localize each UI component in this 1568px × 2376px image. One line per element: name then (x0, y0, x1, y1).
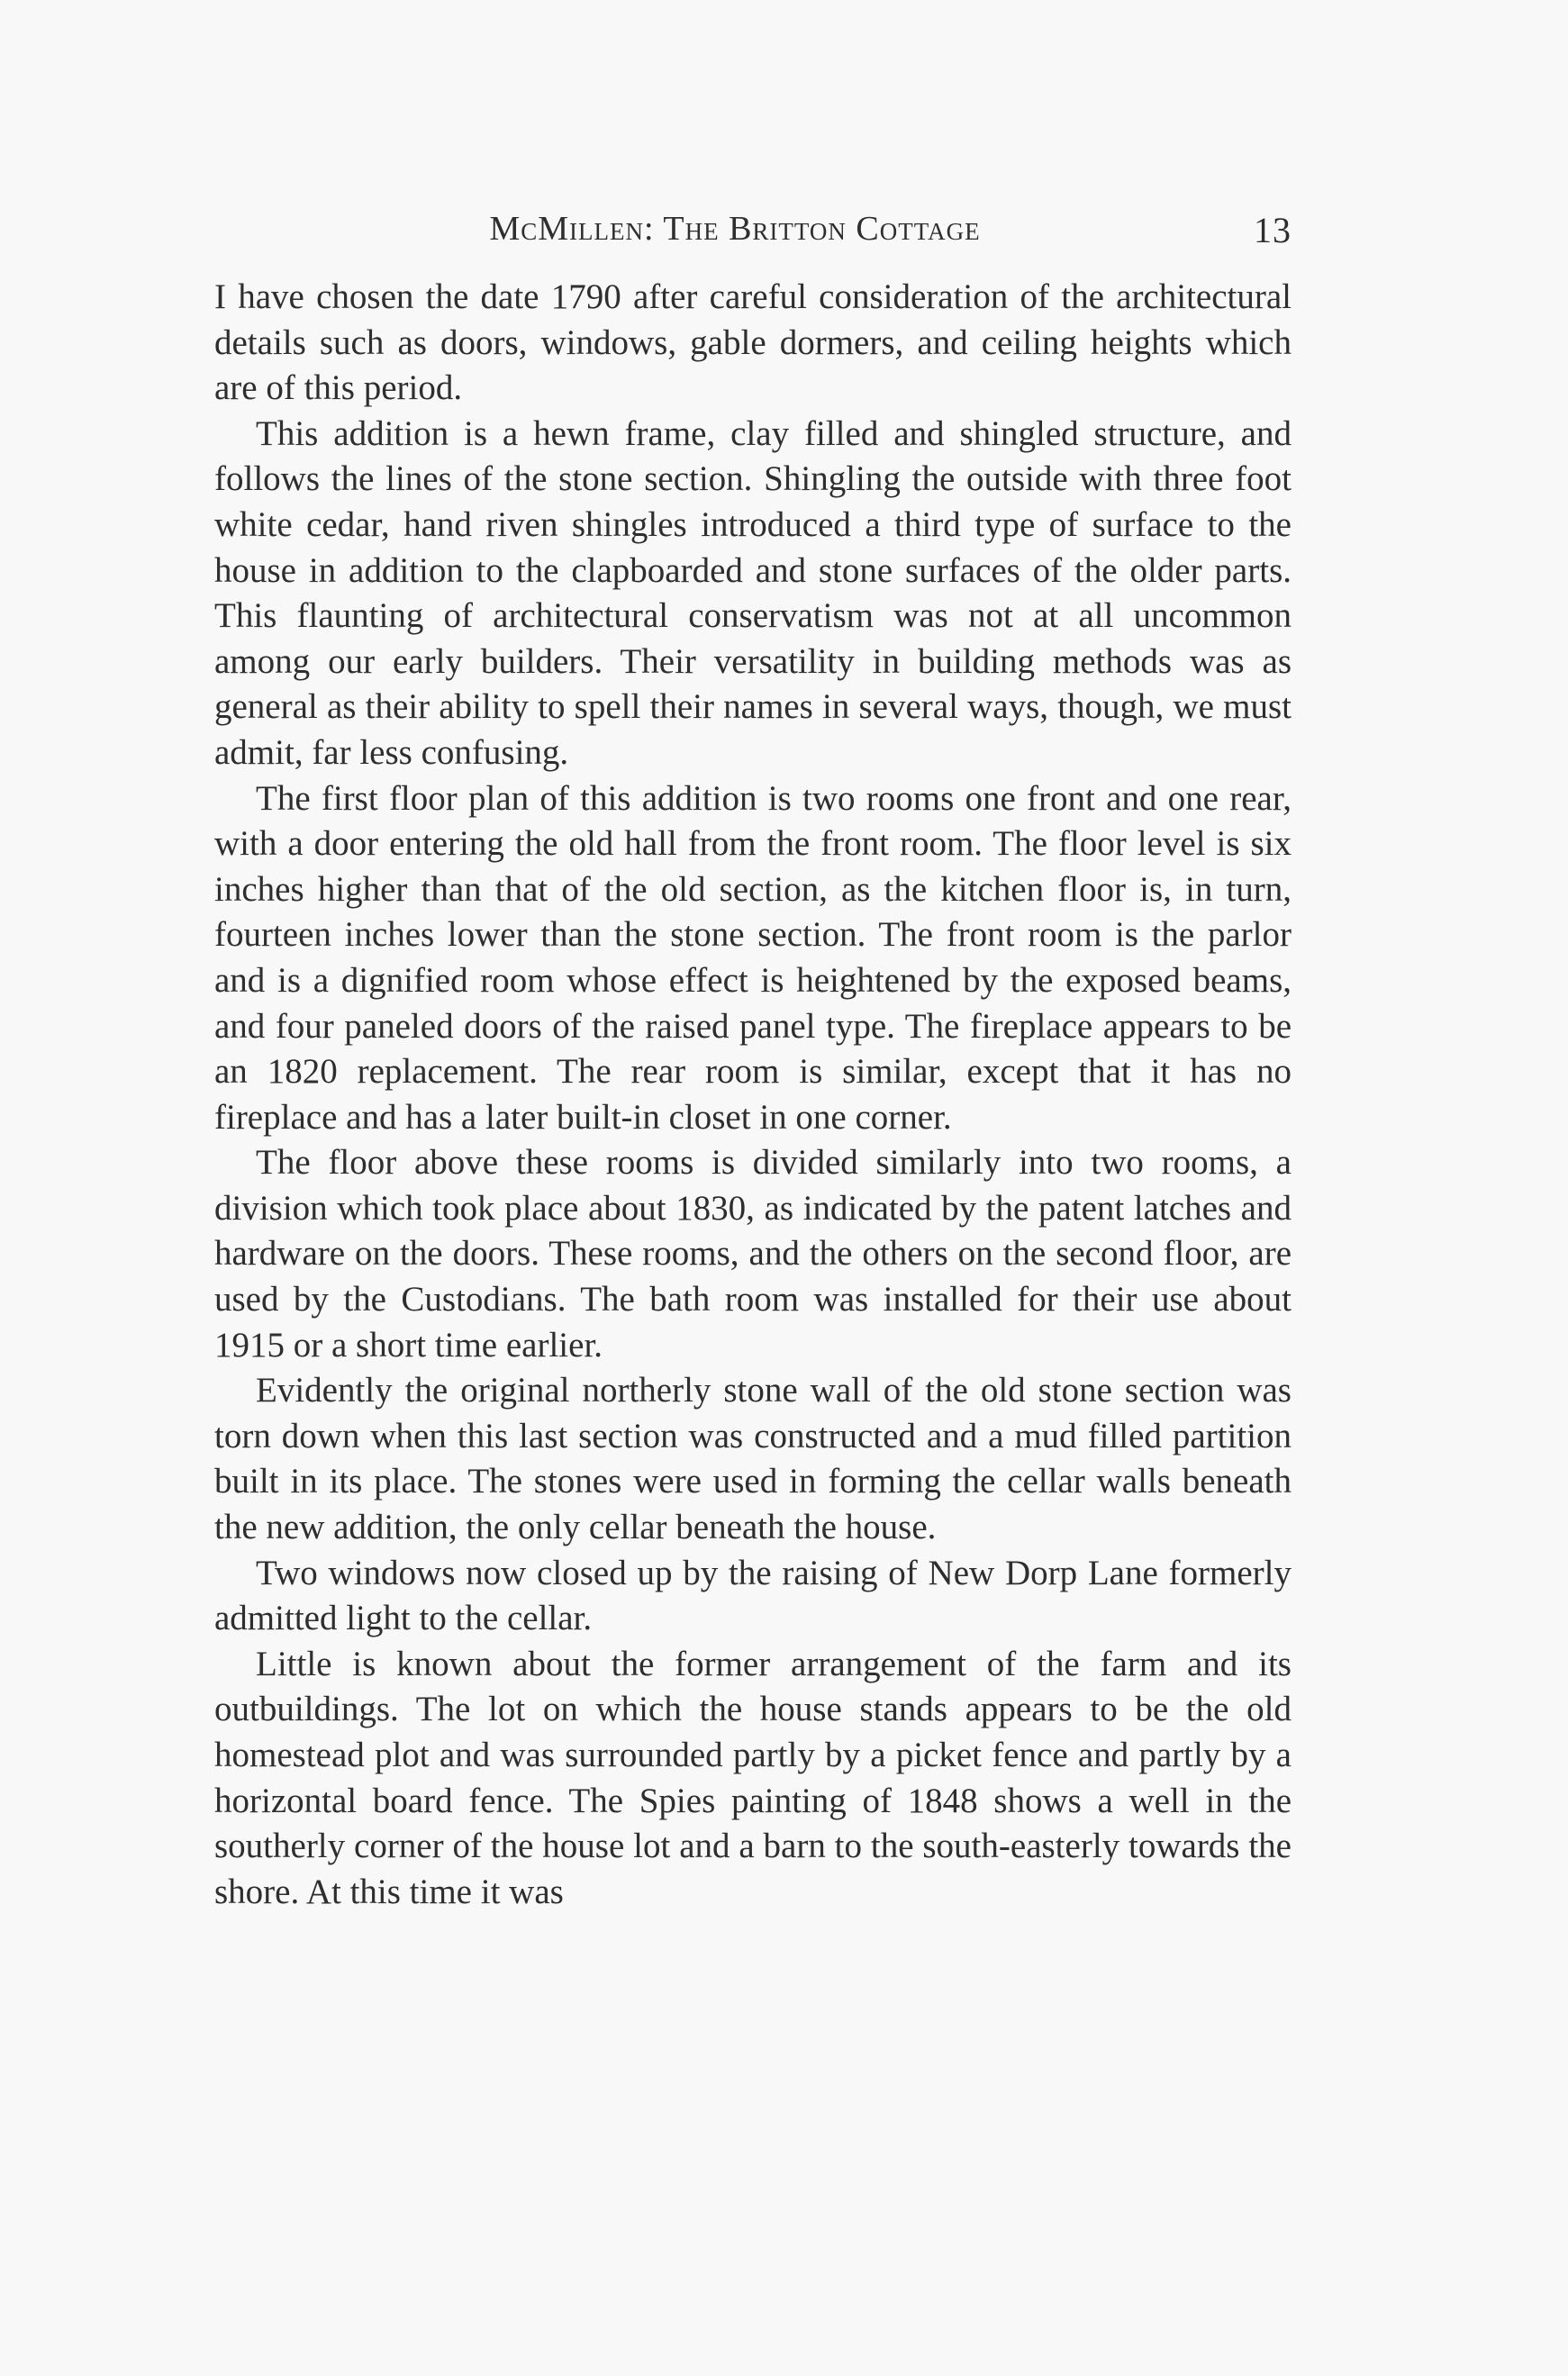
paragraph-2: This addition is a hewn frame, clay filled and shingled structure, and follows the lines of the stone section. Shingling the outside with three foot white cedar, hand riven shingles introduced a third type of surface to the house in addition to the clapboarded and stone surfaces of the older parts. This flaunting of architectural conservatism was not at all uncommon among our early builders. Their versatility in building methods was as general as their ability to spell their names in several ways, though, we must admit, far less confusing. (214, 413, 1292, 772)
page-number: 13 (1254, 210, 1292, 250)
running-head (214, 205, 1292, 259)
paragraph-1: I have chosen the date 1790 after careful consideration of the architectural details such as doors, windows, gable dormers, and ceiling heights which are of this period. (214, 277, 1292, 408)
running-title: McMillen: The Britton Cottage (489, 210, 981, 248)
paragraph-4: The floor above these rooms is divided similarly into two rooms, a division which took place about 1830, as indicated by the patent latches and hardware on the doors. These rooms, and the others on the second floor, are used by the Custodians. The bath room was installed for their use about 1915 or a short time earlier. (214, 1143, 1292, 1365)
paragraph-7: Little is known about the former arrangement of the farm and its outbuildings. The lot on which the house stands appears to be the old homestead plot and was surrounded partly by a picket fence and partly by a horizontal board fence. The Spies painting of 1848 shows a well in the southerly corner of the house lot and a barn to the south-easterly towards the shore. At this time it was (214, 1644, 1292, 1911)
document-page (214, 205, 1292, 1915)
body-text (214, 275, 1292, 1915)
paragraph-3: The first floor plan of this addition is two rooms one front and one rear, with a door entering the old hall from the front room. The floor level is six inches higher than that of the old section, as the kitchen floor is, in turn, fourteen inches lower than the stone section. The front room is the parlor and is a dignified room whose effect is heightened by the exposed beams, and four paneled doors of the raised panel type. The fireplace appears to be an 1820 replacement. The rear room is similar, except that it has no fireplace and has a later built-in closet in one corner. (214, 778, 1292, 1137)
paragraph-6: Two windows now closed up by the raising of New Dorp Lane formerly admitted light to the cellar. (214, 1553, 1292, 1638)
paragraph-5: Evidently the original northerly stone wall of the old stone section was torn down when this last section was constructed and a mud filled partition built in its place. The stones were used in forming the cellar walls beneath the new addition, the only cellar beneath the house. (214, 1371, 1292, 1547)
